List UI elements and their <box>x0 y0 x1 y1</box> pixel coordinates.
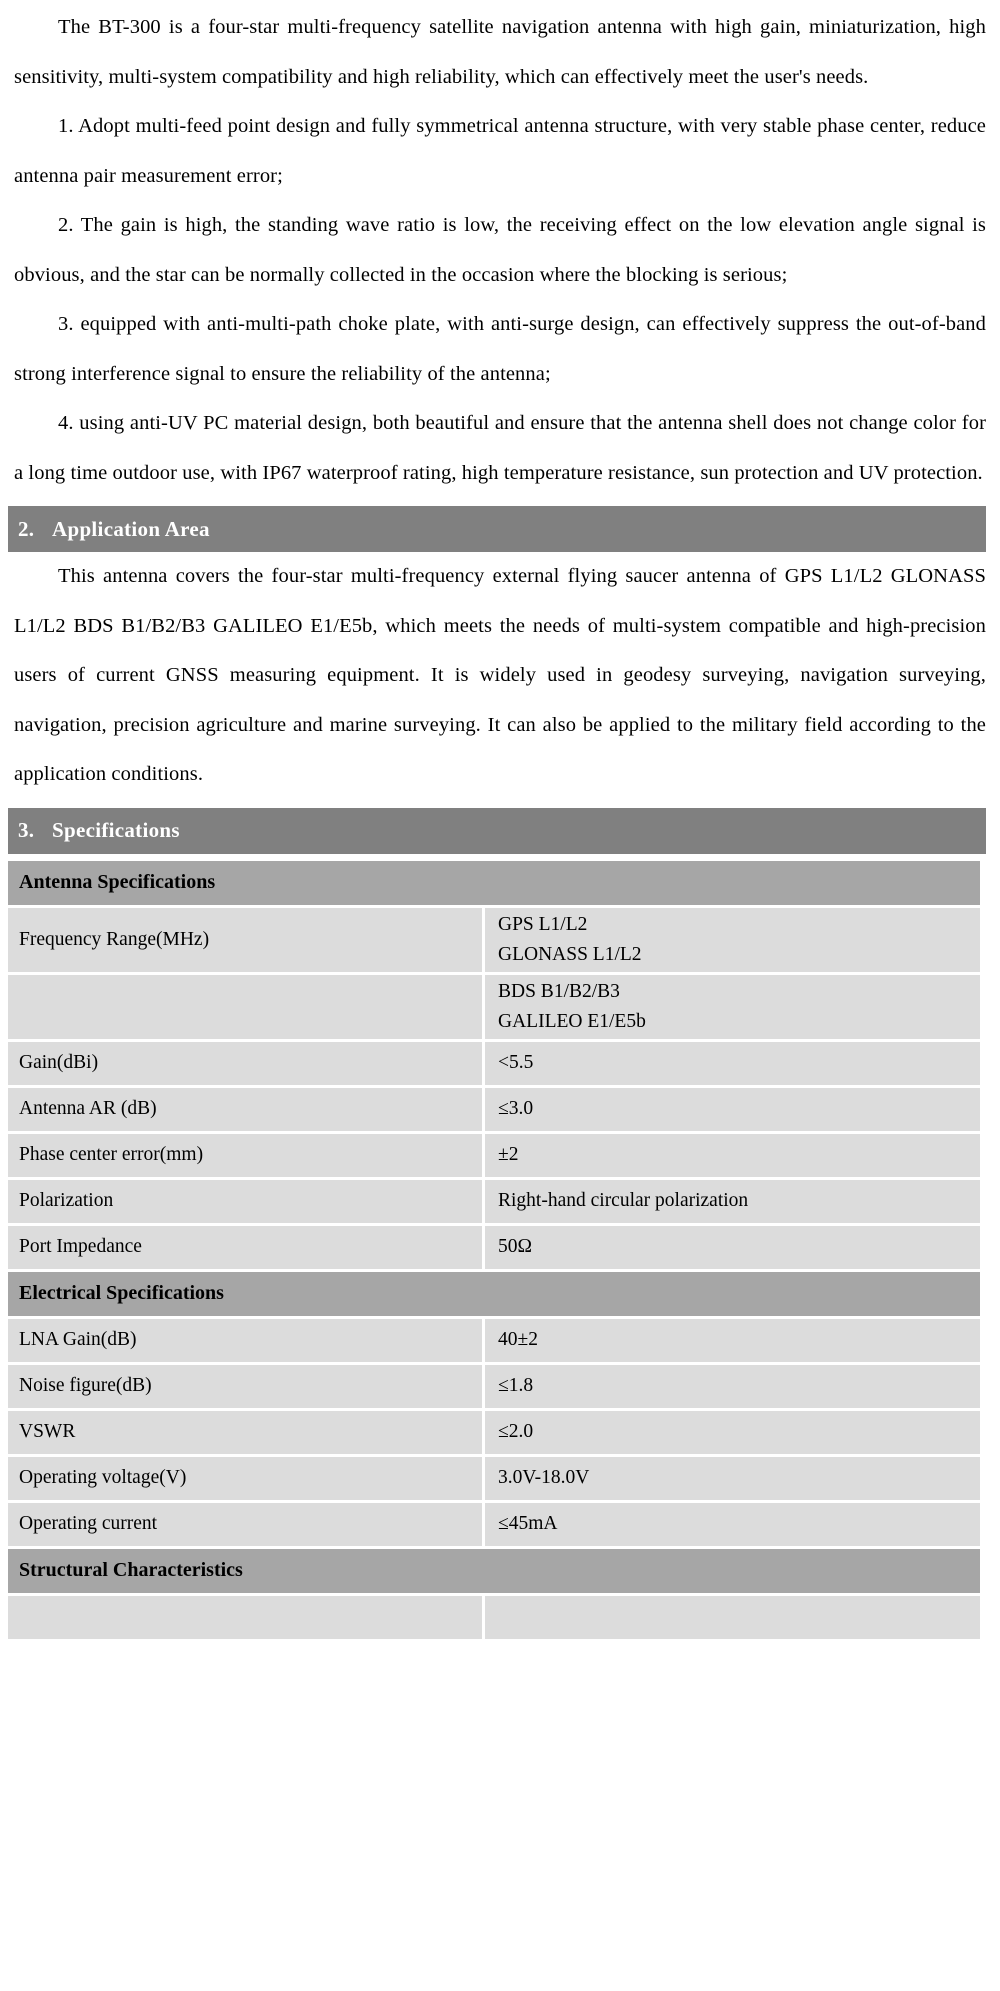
table-row <box>8 1319 980 1365</box>
spec-value-cell <box>485 908 980 975</box>
spec-value-cell <box>485 1088 980 1134</box>
spec-value-cell <box>485 1319 980 1365</box>
spec-value-line: BDS B1/B2/B3 <box>498 980 620 1002</box>
spec-value-line: ≤45mA <box>498 1513 558 1534</box>
spec-value-line: ≤2.0 <box>498 1421 534 1442</box>
spec-value-cell <box>485 1596 980 1642</box>
table-row <box>8 1596 980 1642</box>
spec-group-label: Electrical Specifications <box>8 1272 980 1319</box>
spec-label-cell: VSWR <box>8 1411 485 1457</box>
spec-group-row <box>8 1272 980 1319</box>
spec-group-row <box>8 861 980 908</box>
spec-group-label: Structural Characteristics <box>8 1549 980 1596</box>
spec-label-cell: Polarization <box>8 1180 485 1226</box>
spec-value-line: ≤3.0 <box>498 1098 534 1119</box>
spec-label-cell: Phase center error(mm) <box>8 1134 485 1180</box>
section-number: 3. <box>18 818 35 842</box>
spec-label-cell: Port Impedance <box>8 1226 485 1272</box>
application-area-body <box>0 552 1000 800</box>
intro-paragraph-5: 4. using anti-UV PC material design, both beautiful and ensure that the antenna shell does not change color for a long time outdoor use, with IP67 waterproof rating, high temperature resistance, sun protection and UV protection. <box>14 412 986 484</box>
intro-paragraph-4: 3. equipped with anti-multi-path choke plate, with anti-surge design, can effectively suppress the out-of-band strong interference signal to ensure the reliability of the antenna; <box>14 313 986 385</box>
intro-paragraph-3: 2. The gain is high, the standing wave ratio is low, the receiving effect on the low elevation angle signal is obvious, and the star can be normally collected in the occasion where the blocking is serious; <box>14 214 986 286</box>
spec-value-line: ±2 <box>498 1144 519 1165</box>
specifications-table-body <box>8 861 980 1642</box>
spec-value-cell <box>485 1042 980 1088</box>
spec-value-line: GALILEO E1/E5b <box>498 1010 646 1032</box>
spec-label-cell: Gain(dBi) <box>8 1042 485 1088</box>
spec-label-cell: Antenna AR (dB) <box>8 1088 485 1134</box>
spec-value-cell <box>485 1457 980 1503</box>
spec-value-cell <box>485 1411 980 1457</box>
section-header-application-area <box>8 506 986 552</box>
table-row <box>8 1411 980 1457</box>
spec-value-cell <box>485 975 980 1042</box>
spec-group-row <box>8 1549 980 1596</box>
spec-label-cell: Noise figure(dB) <box>8 1365 485 1411</box>
table-row <box>8 975 980 1042</box>
spec-value-line: 3.0V-18.0V <box>498 1467 590 1488</box>
spec-value-line: GLONASS L1/L2 <box>498 943 642 965</box>
specifications-table <box>8 861 980 1642</box>
spec-value-cell <box>485 1226 980 1272</box>
table-row <box>8 1457 980 1503</box>
spec-value-cell <box>485 1180 980 1226</box>
section-title: Specifications <box>52 818 180 842</box>
table-row <box>8 1226 980 1272</box>
table-row <box>8 908 980 975</box>
section-header-specifications <box>8 808 986 854</box>
spec-value-line: 40±2 <box>498 1329 538 1350</box>
spec-value-line: GPS L1/L2 <box>498 913 588 935</box>
spec-label-cell: LNA Gain(dB) <box>8 1319 485 1365</box>
intro-section <box>0 0 1000 498</box>
spec-label-cell <box>8 975 485 1042</box>
spec-value-cell <box>485 1134 980 1180</box>
spec-value-line: 50Ω <box>498 1236 532 1257</box>
table-row <box>8 1134 980 1180</box>
section-title: Application Area <box>52 516 210 541</box>
spec-label-cell: Frequency Range(MHz) <box>8 908 485 975</box>
spec-value-line: <5.5 <box>498 1052 534 1073</box>
spec-label-cell: Operating current <box>8 1503 485 1549</box>
spec-value-cell <box>485 1503 980 1549</box>
application-paragraph-1: This antenna covers the four-star multi-frequency external flying saucer antenna of GPS L1/L2 GLONASS L1/L2 BDS B1/B2/B3 GALILEO E1/E5b, which meets the needs of multi-system compatible and high-precision users of current GNSS measuring equipment. It is widely used in geodesy surveying, navigation surveying, navigation, precision agriculture and marine surveying. It can also be applied to the military field according to the application conditions. <box>14 565 986 785</box>
spec-label-cell <box>8 1596 485 1642</box>
spec-value-line: Right-hand circular polarization <box>498 1190 749 1211</box>
intro-paragraph-1: The BT-300 is a four-star multi-frequency satellite navigation antenna with high gain, miniaturization, high sensitivity, multi-system compatibility and high reliability, which can effectively meet the user's needs. <box>14 16 986 88</box>
spec-value-cell <box>485 1365 980 1411</box>
table-row <box>8 1365 980 1411</box>
spec-group-label: Antenna Specifications <box>8 861 980 908</box>
table-row <box>8 1503 980 1549</box>
spec-value-line: ≤1.8 <box>498 1375 534 1396</box>
spec-label-cell: Operating voltage(V) <box>8 1457 485 1503</box>
table-row <box>8 1042 980 1088</box>
intro-paragraph-2: 1. Adopt multi-feed point design and fully symmetrical antenna structure, with very stable phase center, reduce antenna pair measurement error; <box>14 115 986 187</box>
table-row <box>8 1180 980 1226</box>
table-row <box>8 1088 980 1134</box>
section-number: 2. <box>18 516 35 541</box>
